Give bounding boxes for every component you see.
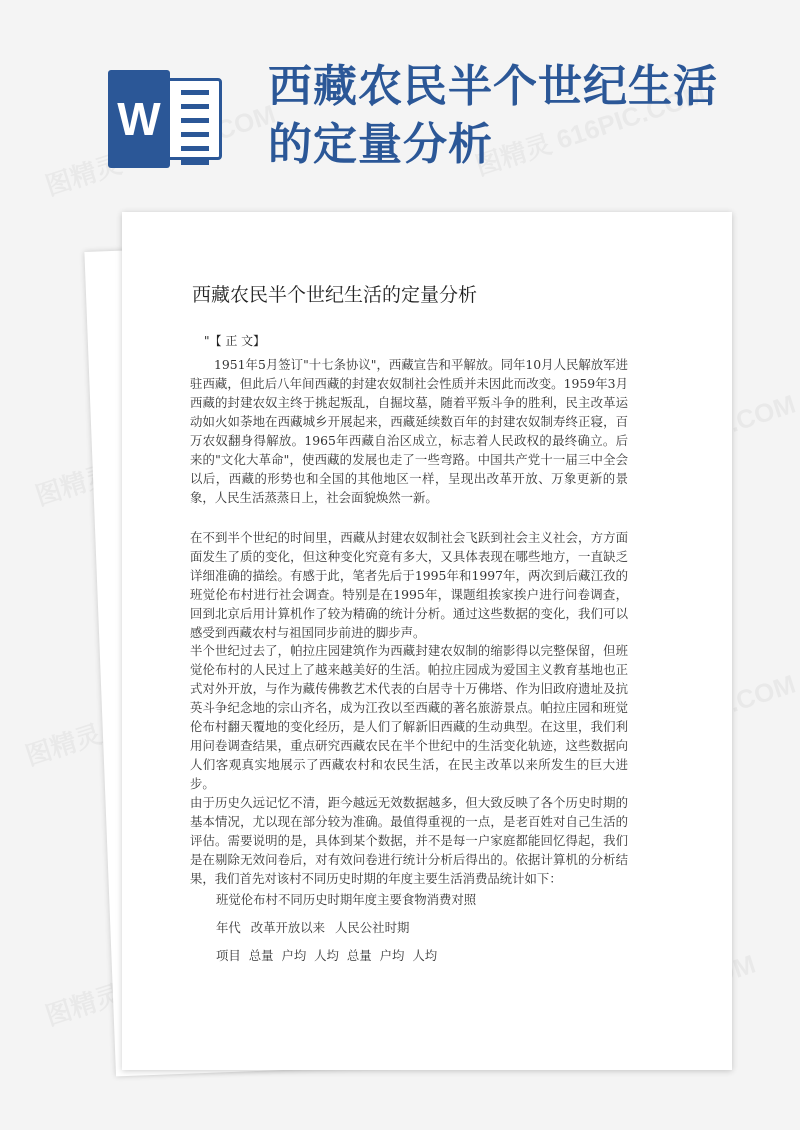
paragraph: 由于历史久远记忆不清，距今越远无效数据越多，但大致反映了各个历史时期的基本情况，尤以现在部分较为准确。最值得重视的一点，是老百姓对自己生活的评估。需要说明的是，具体到某个数据，并不是每一户家庭都能回忆得起，我们是在剔除无效问卷后，对有效问卷进行统计分析后得出的。依据计算机的分析结果，我们首先对该村不同历史时期的年度主要生活消费品统计如下： bbox=[190, 795, 628, 886]
word-document-icon bbox=[108, 70, 224, 168]
document-page bbox=[122, 212, 732, 1070]
paragraph: 在不到半个世纪的时间里，西藏从封建农奴制社会飞跃到社会主义社会，方方面面发生了质的变化，但这种变化究竟有多大，又具体表现在哪些地方，一直缺乏详细准确的描绘。有感于此，笔者先后于1995年和1997年，两次到后藏江孜的班觉伦布村进行社会调查。特别是在1995年，课题组挨家挨户进行问卷调查，回到北京后用计算机作了较为精确的统计分析。通过这些数据的变化，我们可以感受到西藏农村与祖国同步前进的脚步声。 bbox=[190, 530, 628, 640]
word-letter-badge: W bbox=[108, 70, 170, 168]
table-subheader-row: 项目 总量 户均 人均 总量 户均 人均 bbox=[216, 948, 438, 963]
table-header-row: 年代 改革开放以来 人民公社时期 bbox=[216, 920, 410, 935]
section-label: "【 正 文】 bbox=[204, 334, 266, 348]
table-caption: 班觉伦布村不同历史时期年度主要食物消费对照 bbox=[216, 892, 477, 907]
document-heading: 西藏农民半个世纪生活的定量分析 bbox=[192, 284, 478, 306]
paragraph: 1951年5月签订"十七条协议"，西藏宣告和平解放。同年10月人民解放军进驻西藏，但此后八年间西藏的封建农奴制社会性质并未因此而改变。1959年3月西藏的封建农奴主终于挑起叛乱，自掘坟墓，随着平叛斗争的胜利，民主改革运动如火如荼地在西藏城乡开展起来，西藏延续数百年的封建农奴制寿终正寝，百万农奴翻身得解放。1965年西藏自治区成立，标志着人民政权的最终确立。后来的"文化大革命"，使西藏的发展也走了一些弯路。中国共产党十一届三中全会以后，西藏的形势也和全国的其他地区一样，呈现出改革开放、万象更新的景象，人民生活蒸蒸日上，社会面貌焕然一新。 bbox=[190, 357, 628, 505]
page-title: 西藏农民半个世纪生活的定量分析 bbox=[268, 61, 718, 170]
paragraph: 半个世纪过去了，帕拉庄园建筑作为西藏封建农奴制的缩影得以完整保留，但班觉伦布村的人民过上了越来越美好的生活。帕拉庄园成为爱国主义教育基地也正式对外开放，与作为藏传佛教艺术代表的白居寺十万佛塔、作为旧政府遗址及抗英斗争纪念地的宗山齐名，成为江孜以至西藏的著名旅游景点。帕拉庄园和班觉伦布村翻天覆地的变化经历，是人们了解新旧西藏的生动典型。在这里，我们利用问卷调查结果，重点研究西藏农民在半个世纪中的生活变化轨迹，这些数据向人们客观真实地展示了西藏农村和农民生活，在民主改革以来所发生的巨大进步。 bbox=[190, 643, 628, 791]
